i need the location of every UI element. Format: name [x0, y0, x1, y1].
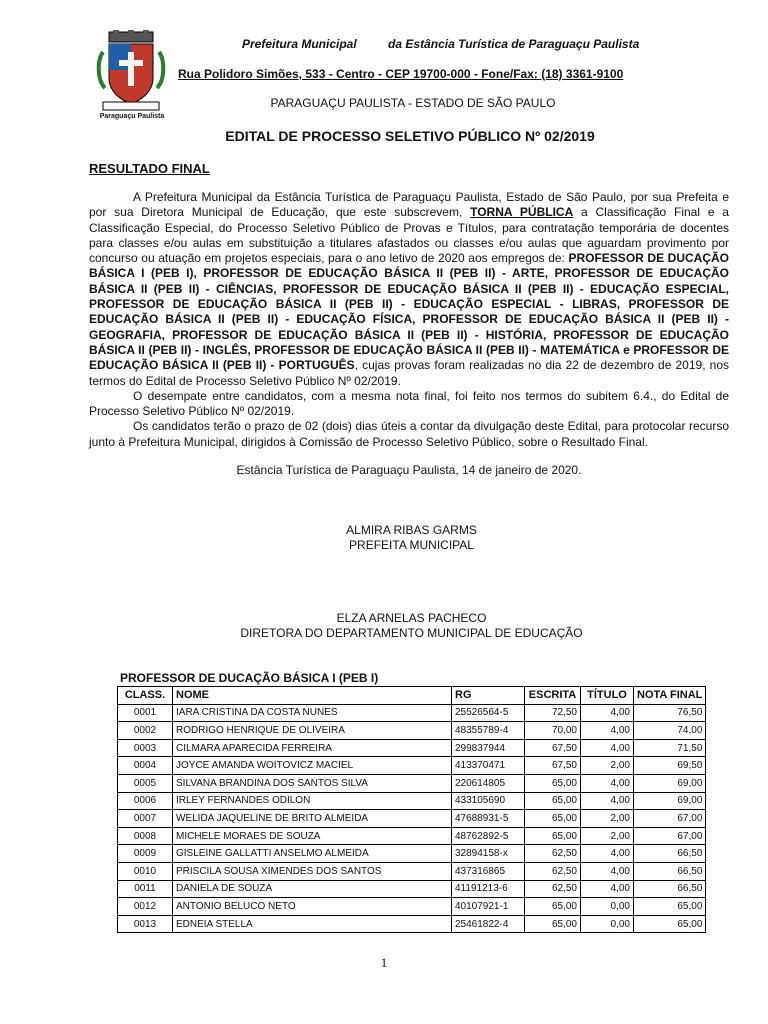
cell-rg: 25461822-4 — [452, 915, 525, 933]
cell-final-grade: 71,50 — [634, 739, 706, 757]
cell-name: ANTONIO BELUCO NETO — [173, 898, 452, 916]
cell-name: JOYCE AMANDA WOITOVICZ MACIEL — [173, 757, 452, 775]
p1-text-b: a Classificação Final e a Classificação Especial, do Processo Seletivo Público de Provas e Títulos, para contratação temporária de docentes para classes e/ou aulas em substituição a titulares afastados ou classes e/ou aulas que aguardam provimento por concurso ou atuação em projetos especiais, para o ano letivo de 2020 aos empregos de: — [89, 205, 729, 266]
cell-final-grade: 66,50 — [634, 880, 706, 898]
cell-rg: 32894158-x — [452, 845, 525, 863]
table-header-row — [118, 687, 706, 705]
signature-block-mayor — [89, 523, 734, 553]
column-header-class: CLASS. — [118, 687, 173, 705]
cell-name: PRISCILA SOUSA XIMENDES DOS SANTOS — [173, 862, 452, 880]
cell-class: 0003 — [118, 739, 173, 757]
cell-written: 65,00 — [525, 915, 581, 933]
cell-final-grade: 67,00 — [634, 810, 706, 828]
p1-text-a: A Prefeitura Municipal da Estância Turística de Paraguaçu Paulista, Estado de São Paulo, por sua Prefeita e por sua Diretora Municipal de Educação, que este subscrevem, — [89, 190, 729, 220]
cell-class: 0013 — [118, 915, 173, 933]
cell-name: CILMARA APARECIDA FERREIRA — [173, 739, 452, 757]
column-header-title: TÍTULO — [581, 687, 634, 705]
header-organization — [178, 37, 718, 51]
table-row — [118, 862, 706, 880]
cell-title: 2,00 — [581, 827, 634, 845]
column-header-final-grade: NOTA FINAL — [634, 687, 706, 705]
cell-title: 4,00 — [581, 739, 634, 757]
cell-title: 4,00 — [581, 792, 634, 810]
cell-title: 4,00 — [581, 862, 634, 880]
cell-title: 2,00 — [581, 757, 634, 775]
table-row — [118, 739, 706, 757]
results-table — [117, 686, 706, 933]
cell-name: RODRIGO HENRIQUE DE OLIVEIRA — [173, 722, 452, 740]
header-address: Rua Polidoro Simões, 533 - Centro - CEP 19700-000 - Fone/Fax: (18) 3361-9100 — [178, 67, 624, 81]
table-row — [118, 792, 706, 810]
cell-final-grade: 65,00 — [634, 915, 706, 933]
table-row — [118, 810, 706, 828]
table-row — [118, 845, 706, 863]
cell-class: 0006 — [118, 792, 173, 810]
cell-written: 65,00 — [525, 810, 581, 828]
paragraph-1 — [89, 190, 729, 389]
table-row — [118, 704, 706, 722]
cell-rg: 220614805 — [452, 774, 525, 792]
section-heading: RESULTADO FINAL — [89, 161, 210, 176]
cell-title: 4,00 — [581, 880, 634, 898]
cell-rg: 40107921-1 — [452, 898, 525, 916]
cell-written: 62,50 — [525, 845, 581, 863]
cell-final-grade: 66,50 — [634, 862, 706, 880]
table-row — [118, 757, 706, 775]
cell-written: 62,50 — [525, 880, 581, 898]
cell-class: 0010 — [118, 862, 173, 880]
page-number: 1 — [380, 955, 388, 970]
cell-final-grade: 74,00 — [634, 722, 706, 740]
cell-name: DANIELA DE SOUZA — [173, 880, 452, 898]
cell-name: IRLEY FERNANDES ODILON — [173, 792, 452, 810]
p1-text-c: , cujas provas foram realizadas no dia 22 de dezembro de 2019, nos termos do Edital de Processo Seletivo Público Nº 02/2019. — [89, 358, 729, 388]
header-city-state: PARAGUAÇU PAULISTA - ESTADO DE SÃO PAULO — [270, 96, 556, 110]
table-row — [118, 774, 706, 792]
column-header-rg: RG — [452, 687, 525, 705]
paragraph-3: Os candidatos terão o prazo de 02 (dois) dias úteis a contar da divulgação deste Edital, para protocolar recurso junto à Prefeitura Municipal, dirigidos à Comissão de Processo Seletivo Público, sobre o Resultado Final. — [89, 419, 729, 449]
signature-block-director — [89, 611, 734, 641]
document-date: Estância Turística de Paraguaçu Paulista, 14 de janeiro de 2020. — [236, 463, 582, 477]
crest-caption: Paraguaçu Paulista — [99, 113, 165, 120]
cell-written: 67,50 — [525, 757, 581, 775]
table-row — [118, 898, 706, 916]
cell-class: 0001 — [118, 704, 173, 722]
cell-written: 72,50 — [525, 704, 581, 722]
cell-written: 65,00 — [525, 898, 581, 916]
edital-body — [89, 190, 729, 450]
column-header-name: NOME — [173, 687, 452, 705]
cell-rg: 437316865 — [452, 862, 525, 880]
municipal-crest-icon — [95, 30, 167, 122]
cell-name: GISLEINE GALLATTI ANSELMO ALMEIDA — [173, 845, 452, 863]
org-name-right: da Estância Turística de Paraguaçu Paulista — [388, 37, 640, 51]
cell-class: 0011 — [118, 880, 173, 898]
cell-name: IARA CRISTINA DA COSTA NUNES — [173, 704, 452, 722]
signer-name: ALMIRA RIBAS GARMS — [346, 523, 477, 537]
cell-title: 2,00 — [581, 810, 634, 828]
cell-rg: 48355789-4 — [452, 722, 525, 740]
cell-rg: 433105690 — [452, 792, 525, 810]
org-name-left: Prefeitura Municipal — [242, 37, 357, 51]
cell-class: 0002 — [118, 722, 173, 740]
signer-role: DIRETORA DO DEPARTAMENTO MUNICIPAL DE EDUCAÇÃO — [240, 626, 583, 640]
cell-written: 65,00 — [525, 827, 581, 845]
cell-title: 4,00 — [581, 704, 634, 722]
cell-written: 65,00 — [525, 792, 581, 810]
cell-written: 65,00 — [525, 774, 581, 792]
cell-rg: 25526564-5 — [452, 704, 525, 722]
cell-class: 0009 — [118, 845, 173, 863]
document-title: EDITAL DE PROCESSO SELETIVO PÚBLICO Nº 02/2019 — [225, 128, 595, 144]
cell-title: 4,00 — [581, 774, 634, 792]
table-row — [118, 880, 706, 898]
cell-final-grade: 69,50 — [634, 757, 706, 775]
cell-title: 0,00 — [581, 898, 634, 916]
cell-title: 4,00 — [581, 845, 634, 863]
cell-name: SILVANA BRANDINA DOS SANTOS SILVA — [173, 774, 452, 792]
cell-final-grade: 69,00 — [634, 774, 706, 792]
cell-class: 0007 — [118, 810, 173, 828]
signer-role: PREFEITA MUNICIPAL — [349, 538, 474, 552]
cell-name: MICHELE MORAES DE SOUZA — [173, 827, 452, 845]
cell-written: 70,00 — [525, 722, 581, 740]
table-row — [118, 915, 706, 933]
table-row — [118, 722, 706, 740]
p1-positions-list: PROFESSOR DE DUCAÇÃO BÁSICA I (PEB I), PROFESSOR DE EDUCAÇÃO BÁSICA II (PEB II) - ARTE, PROFESSOR DE EDUCAÇÃO BÁSICA II (PEB II) - CIÊNCIAS, PROFESSOR DE EDUCAÇÃO BÁSICA II (PEB II) - EDUCAÇÃO ESPECIAL, PROFESSOR DE EDUCAÇÃO BÁSICA II (PEB II) - EDUCAÇÃO ESPECIAL - LIBRAS, PROFESSOR DE EDUCAÇÃO BÁSICA II (PEB II) - EDUCAÇÃO FÍSICA, PROFESSOR DE EDUCAÇÃO BÁSICA II (PEB II) - GEOGRAFIA, PROFESSOR DE EDUCAÇÃO BÁSICA II (PEB II) - HISTÓRIA, PROFESSOR DE EDUCAÇÃO BÁSICA II (PEB II) - INGLÊS, PROFESSOR DE EDUCAÇÃO BÁSICA II (PEB II) - MATEMÁTICA e PROFESSOR DE EDUCAÇÃO BÁSICA II (PEB II) - PORTUGUÊS — [89, 251, 729, 373]
cell-rg: 299837944 — [452, 739, 525, 757]
cell-class: 0012 — [118, 898, 173, 916]
cell-rg: 47688931-5 — [452, 810, 525, 828]
cell-final-grade: 76,50 — [634, 704, 706, 722]
paragraph-2: O desempate entre candidatos, com a mesma nota final, foi feito nos termos do subitem 6.4., do Edital de Processo Seletivo Público Nº 02/2019. — [89, 388, 729, 419]
cell-rg: 413370471 — [452, 757, 525, 775]
p1-highlight: TORNA PÚBLICA — [470, 205, 574, 220]
column-header-written: ESCRITA — [525, 687, 581, 705]
cell-title: 4,00 — [581, 722, 634, 740]
cell-final-grade: 65,00 — [634, 898, 706, 916]
cell-title: 0,00 — [581, 915, 634, 933]
cell-final-grade: 69,00 — [634, 792, 706, 810]
cell-name: EDNEIA STELLA — [173, 915, 452, 933]
cell-written: 62,50 — [525, 862, 581, 880]
cell-rg: 41191213-6 — [452, 880, 525, 898]
cell-class: 0008 — [118, 827, 173, 845]
cell-class: 0005 — [118, 774, 173, 792]
signer-name: ELZA ARNELAS PACHECO — [336, 611, 487, 625]
cell-final-grade: 67,00 — [634, 827, 706, 845]
cell-name: WELIDA JAQUELINE DE BRITO ALMEIDA — [173, 810, 452, 828]
table-title: PROFESSOR DE DUCAÇÃO BÁSICA I (PEB I) — [120, 671, 379, 685]
cell-written: 67,50 — [525, 739, 581, 757]
cell-final-grade: 66,50 — [634, 845, 706, 863]
cell-class: 0004 — [118, 757, 173, 775]
table-row — [118, 827, 706, 845]
cell-rg: 48762892-5 — [452, 827, 525, 845]
